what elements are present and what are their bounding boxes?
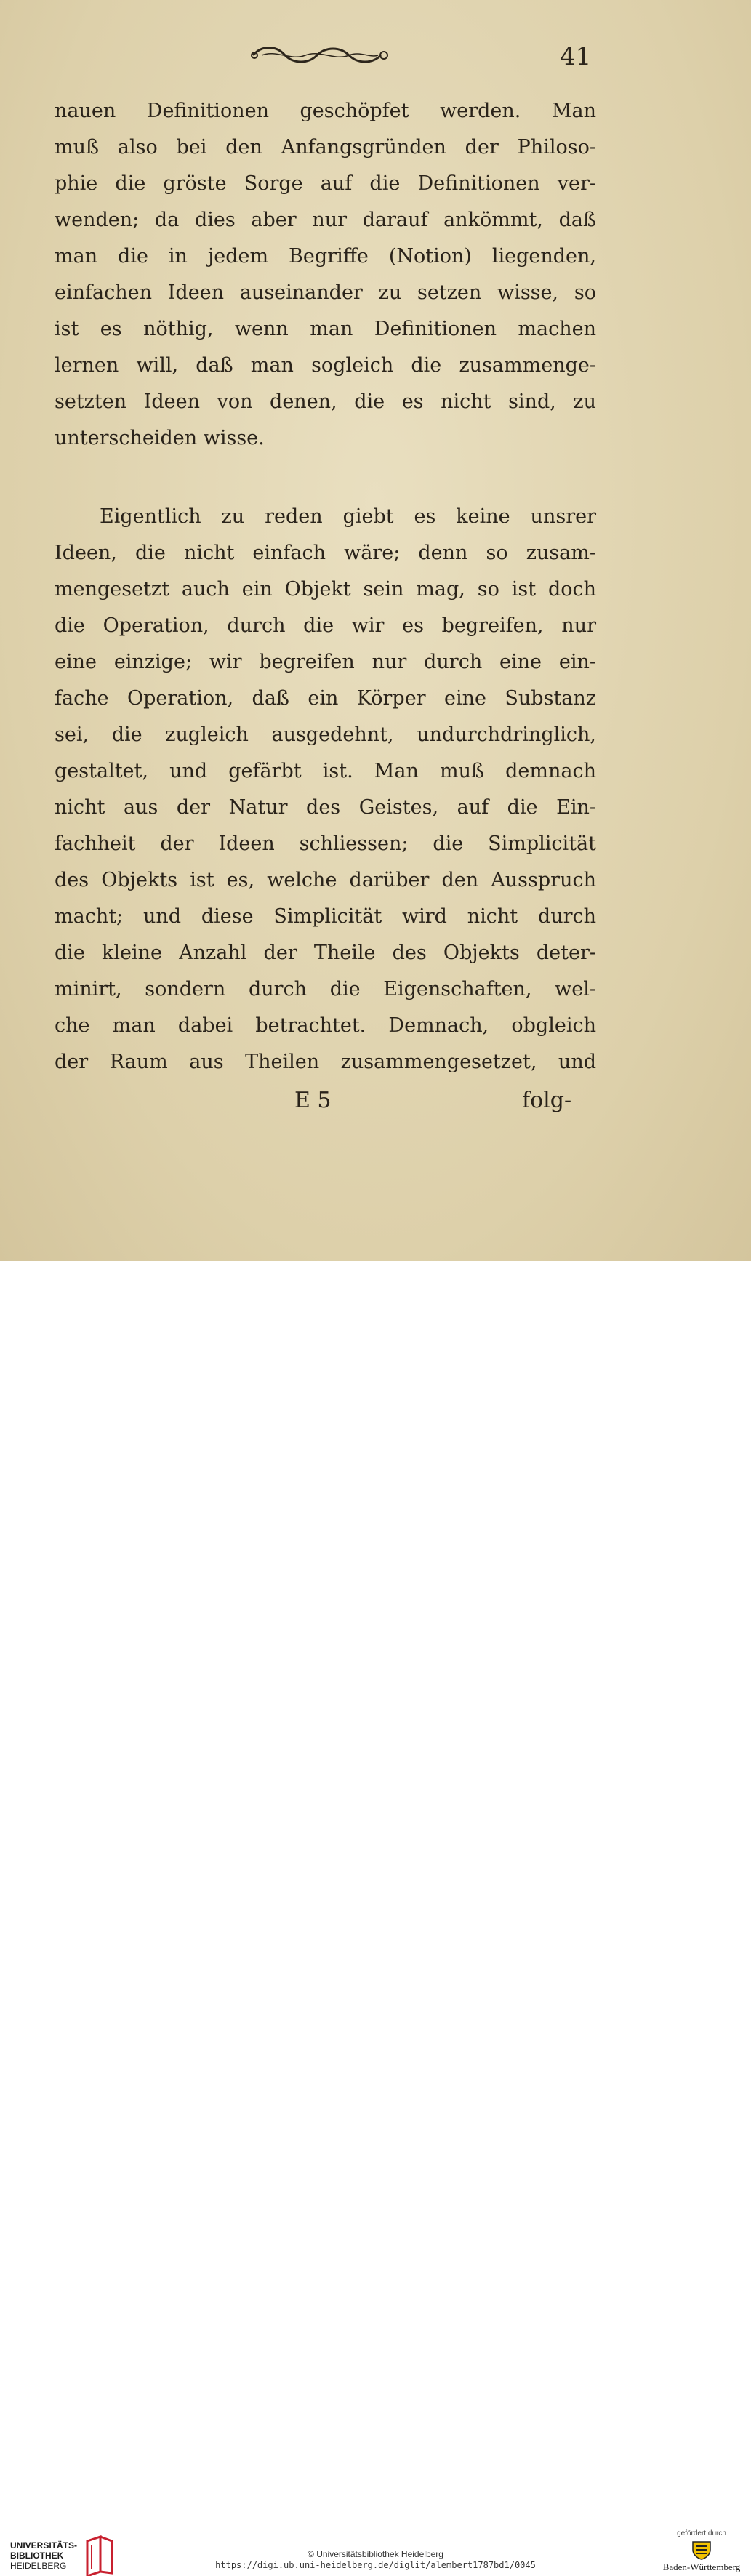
text-line: ist es nöthig, wenn man Definitionen machen xyxy=(55,318,596,340)
catchword: folg- xyxy=(522,1088,572,1113)
scanned-page xyxy=(0,0,751,1261)
text-line: eine einzige; wir begreifen nur durch eine ein- xyxy=(55,651,596,673)
header-ornament xyxy=(247,42,393,68)
text-line: unterscheiden wisse. xyxy=(55,427,265,449)
funder-label: gefördert durch xyxy=(677,2529,726,2537)
text-line: des Objekts ist es, welche darüber den Ausspruch xyxy=(55,869,596,891)
coat-of-arms-icon xyxy=(689,2540,714,2560)
text-line: die kleine Anzahl der Theile des Objekts deter- xyxy=(55,942,596,964)
text-line: die Operation, durch die wir es begreifen, nur xyxy=(55,614,596,637)
text-line: phie die gröste Sorge auf die Definitionen ver- xyxy=(55,172,596,195)
text-line: Eigentlich zu reden giebt es keine unsrer xyxy=(100,505,596,528)
funder-block xyxy=(658,2529,745,2573)
library-name-line: UNIVERSITÄTS- xyxy=(10,2540,78,2551)
text-line: che man dabei betrachtet. Demnach, obgleich xyxy=(55,1014,596,1037)
text-line: lernen will, daß man sogleich die zusammenge- xyxy=(55,354,596,377)
text-line: fache Operation, daß ein Körper eine Substanz xyxy=(55,687,596,710)
copyright-text: © Universitätsbibliothek Heidelberg xyxy=(308,2549,443,2559)
text-line: der Raum aus Theilen zusammengesetzet, und xyxy=(55,1051,596,1073)
copyright-notice xyxy=(0,2549,751,2571)
text-line: sei, die zugleich ausgedehnt, undurchdringlich, xyxy=(55,723,596,746)
text-line: nicht aus der Natur des Geistes, auf die Ein- xyxy=(55,796,596,819)
text-line: fachheit der Ideen schliessen; die Simplicität xyxy=(55,832,596,855)
library-name-line: BIBLIOTHEK xyxy=(10,2551,64,2561)
page-number: 41 xyxy=(560,42,592,71)
paragraph-2 xyxy=(55,499,596,1080)
text-line: nauen Definitionen geschöpfet werden. Man xyxy=(55,100,596,122)
text-line: minirt, sondern durch die Eigenschaften, wel- xyxy=(55,978,596,1000)
viewer-footer xyxy=(0,1261,751,2572)
text-line: setzten Ideen von denen, die es nicht sind, zu xyxy=(55,390,596,413)
permalink[interactable]: https://digi.ub.uni-heidelberg.de/diglit/alembert1787bd1/0045 xyxy=(215,2560,536,2570)
text-line: muß also bei den Anfangsgründen der Philoso- xyxy=(55,136,596,159)
text-line: Ideen, die nicht einfach wäre; denn so zusam- xyxy=(55,542,596,564)
text-line: einfachen Ideen auseinander zu setzen wisse, so xyxy=(55,281,596,304)
text-line: mengesetzt auch ein Objekt sein mag, so ist doch xyxy=(55,578,596,601)
text-line: man die in jedem Begriffe (Notion) liegenden, xyxy=(55,245,596,268)
text-line: wenden; da dies aber nur darauf ankömmt, daß xyxy=(55,209,596,231)
funder-name: Baden-Württemberg xyxy=(662,2561,741,2572)
paragraph-1 xyxy=(55,93,596,457)
library-name-line: HEIDELBERG xyxy=(10,2561,67,2571)
signature-mark: E 5 xyxy=(294,1088,332,1113)
text-line: macht; und diese Simplicität wird nicht durch xyxy=(55,905,596,928)
text-line: gestaltet, und gefärbt ist. Man muß demnach xyxy=(55,760,596,782)
